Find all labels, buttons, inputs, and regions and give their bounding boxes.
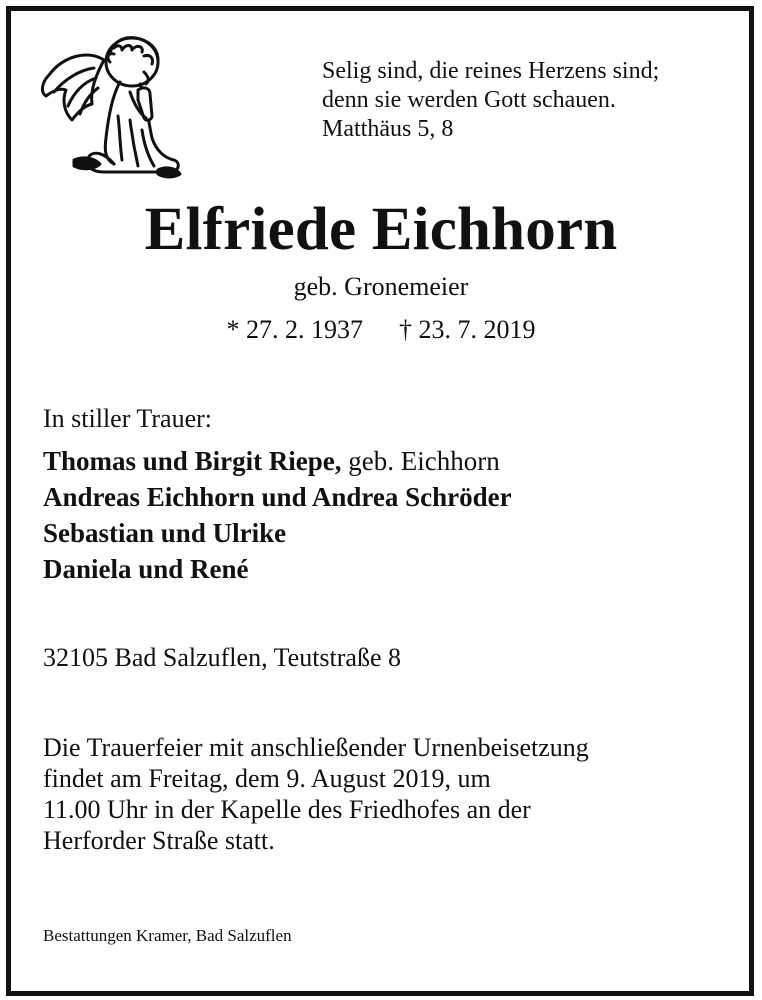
mourner-maiden-note: geb. Eichhorn: [341, 446, 500, 476]
mourner-line-2: Andreas Eichhorn und Andrea Schröder: [43, 482, 512, 512]
mourner-line-1: [43, 443, 512, 479]
service-line-2: findet am Freitag, dem 9. August 2019, um: [43, 764, 491, 793]
funeral-service-info: [43, 732, 589, 856]
mourners-list: [43, 443, 512, 587]
maiden-name: geb. Gronemeier: [293, 272, 469, 301]
praying-angel-icon: [34, 20, 184, 190]
deceased-name: Elfriede Eichhorn: [144, 196, 618, 263]
life-dates: [0, 313, 762, 347]
verse-line-2: denn sie werden Gott schauen.: [322, 87, 616, 113]
service-line-3: 11.00 Uhr in der Kapelle des Friedhofes an der: [43, 795, 531, 824]
birth-date: * 27. 2. 1937: [226, 315, 363, 344]
undertaker-credit: Bestattungen Kramer, Bad Salzuflen: [43, 926, 292, 945]
bible-verse: [322, 57, 659, 144]
mourning-intro: In stiller Trauer:: [43, 404, 212, 433]
death-date: † 23. 7. 2019: [399, 315, 536, 344]
service-line-4: Herforder Straße statt.: [43, 826, 275, 855]
verse-reference: Matthäus 5, 8: [322, 116, 454, 142]
mourner-line-3: Sebastian und Ulrike: [43, 518, 287, 548]
mourner-line-4: Daniela und René: [43, 554, 249, 584]
mourner-names-1: Thomas und Birgit Riepe,: [43, 446, 342, 476]
verse-line-1: Selig sind, die reines Herzens sind;: [322, 58, 660, 84]
service-line-1: Die Trauerfeier mit anschließender Urnenbeisetzung: [43, 733, 589, 762]
family-address: 32105 Bad Salzuflen, Teutstraße 8: [43, 643, 402, 672]
